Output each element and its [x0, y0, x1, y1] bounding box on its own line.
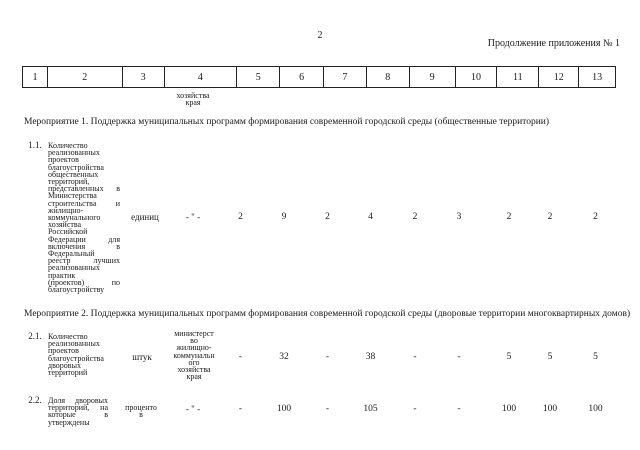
- value-cell: 9: [281, 212, 287, 222]
- value-cell: 100: [501, 404, 517, 414]
- value-cell: 100: [276, 404, 292, 414]
- column-number: 3: [122, 67, 164, 87]
- responsible: - " -: [185, 212, 201, 222]
- value-cell: 2: [325, 212, 330, 222]
- indicator-name: Доля дворовых территорий, на которые в утверждены: [48, 396, 108, 427]
- value-cell: 100: [542, 404, 558, 414]
- row-number: 1.1.: [28, 140, 42, 150]
- column-number: 4: [164, 67, 237, 87]
- value-cell: 32: [279, 352, 289, 362]
- value-cell: 4: [368, 212, 373, 222]
- column-number: 7: [323, 67, 366, 87]
- value-cell: -: [413, 352, 417, 362]
- value-cell: 2: [412, 212, 418, 222]
- measure-2-title: Мероприятие 2. Поддержка муниципальных программ формирования современной городской среды (дворовые территории многоквартирных домов): [24, 309, 631, 319]
- continuation-label: Продолжение приложения № 1: [487, 38, 620, 49]
- value-cell: 2: [506, 212, 512, 222]
- column-number: 13: [578, 67, 615, 87]
- column-number: 12: [538, 67, 578, 87]
- row-number: 2.1.: [28, 331, 42, 341]
- column-number: 8: [366, 67, 409, 87]
- value-cell: -: [325, 404, 330, 414]
- carryover-text: хозяйства края: [176, 91, 210, 108]
- column-number: 1: [32, 71, 38, 83]
- unit: единиц: [131, 212, 159, 222]
- indicator-name: Количество реализованных проектов благоустройства общественных территорий, представленных в Министерства строительства и жилищно- коммунального хозяйства Российской Федерации для включения в Федеральный реестр лучших реализованных практик (проектов) по благоустройству: [48, 141, 120, 295]
- column-number: 5: [236, 67, 279, 87]
- responsible: - " -: [185, 404, 201, 414]
- value-cell: 5: [547, 352, 553, 362]
- page-number: 2: [317, 30, 323, 41]
- value-cell: 38: [365, 352, 376, 362]
- value-cell: -: [457, 352, 461, 362]
- row-number: 2.2.: [28, 395, 42, 405]
- value-cell: -: [457, 404, 461, 414]
- unit: штук: [132, 352, 152, 362]
- measure-1-title: Мероприятие 1. Поддержка муниципальных программ формирования современной городской среды (общественные территории): [24, 117, 550, 127]
- value-cell: 5: [593, 352, 598, 362]
- value-cell: 2: [593, 212, 598, 222]
- column-number-row: [22, 66, 616, 88]
- value-cell: -: [238, 404, 243, 414]
- value-cell: 2: [238, 212, 243, 222]
- column-number: 6: [279, 67, 323, 87]
- value-cell: 105: [363, 404, 378, 414]
- value-cell: 100: [588, 404, 603, 414]
- column-number: 10: [455, 67, 497, 87]
- value-cell: -: [238, 352, 243, 362]
- value-cell: 2: [547, 212, 553, 222]
- value-cell: -: [413, 404, 417, 414]
- indicator-name: Количество реализованных проектов благоустройства дворовых территорий: [48, 332, 104, 378]
- value-cell: 5: [506, 352, 512, 362]
- responsible: министерст во жилищно- коммунальн ого хозяйства края: [173, 329, 215, 382]
- unit: проценто в: [125, 403, 157, 420]
- value-cell: -: [325, 352, 330, 362]
- column-number: 11: [496, 67, 538, 87]
- column-number: 2: [47, 67, 122, 87]
- column-number: 9: [409, 67, 455, 87]
- value-cell: 3: [456, 212, 462, 222]
